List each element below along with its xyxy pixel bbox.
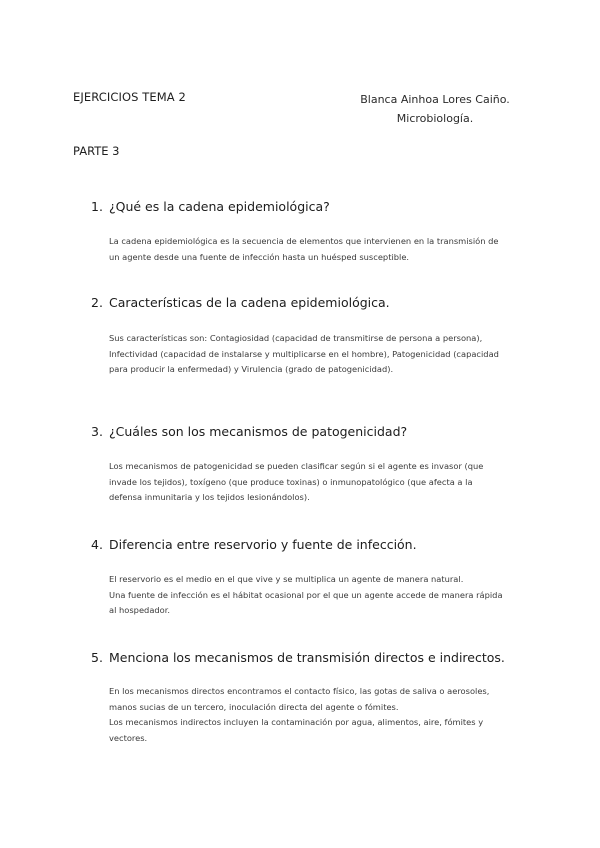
question-2-number: 2. [91,295,103,310]
question-4-paragraph-1: El reservorio es el medio en el que vive y se multiplica un agente de manera natural. [109,574,464,584]
question-1-heading [91,199,330,214]
question-5-title: Menciona los mecanismos de transmisión directos e indirectos. [109,650,505,665]
question-2-title: Características de la cadena epidemiológica. [109,295,390,310]
question-4-title: Diferencia entre reservorio y fuente de infección. [109,537,417,552]
question-3-title: ¿Cuáles son los mecanismos de patogenicidad? [109,424,408,439]
question-4-heading [91,537,417,552]
question-4-number: 4. [91,537,103,552]
question-1-number: 1. [91,199,103,214]
question-3-heading [91,424,407,439]
question-3-answer [109,459,504,506]
question-3-number: 3. [91,424,103,439]
question-4-paragraph-2: Una fuente de infección es el hábitat ocasional por el que un agente accede de manera rápida al hospedador. [109,589,503,616]
question-5-answer [109,684,504,746]
question-1-answer [109,234,504,265]
question-2-paragraph-1: Sus características son: Contagiosidad (capacidad de transmitirse de persona a persona), Infectividad (capacidad de instalarse y multiplicarse en el hombre), Patogenicidad (capacidad para producir la enfermedad) y Virulencia (grado de patogenicidad). [109,333,499,375]
author-block [340,90,530,128]
question-5-paragraph-2: Los mecanismos indirectos incluyen la contaminación por agua, alimentos, aire, fómites y vectores. [109,717,484,743]
question-1-title: ¿Qué es la cadena epidemiológica? [109,199,330,214]
question-3-paragraph-1: Los mecanismos de patogenicidad se pueden clasificar según si el agente es invasor (que invade los tejidos), toxígeno (que produce toxinas) o inmunopatológico (que afecta a la defensa inmunitaria y los tejidos lesionándolos). [109,461,484,503]
question-1-paragraph-1: La cadena epidemiológica es la secuencia de elementos que intervienen en la transmisión de un agente desde una fuente de infección hasta un huésped susceptible. [109,236,499,262]
subject-name: Microbiología. [396,112,474,125]
author-name: Blanca Ainhoa Lores Caiño. [360,93,510,106]
document-title: EJERCICIOS TEMA 2 [73,90,186,104]
part-heading: PARTE 3 [73,144,120,158]
question-4-answer [109,572,504,619]
question-5-number: 5. [91,650,103,665]
question-5-heading [91,650,505,665]
question-5-paragraph-1: En los mecanismos directos encontramos el contacto físico, las gotas de saliva o aerosoles, manos sucias de un tercero, inoculación directa del agente o fómites. [109,686,490,712]
question-2-answer [109,331,504,378]
question-2-heading [91,295,390,310]
